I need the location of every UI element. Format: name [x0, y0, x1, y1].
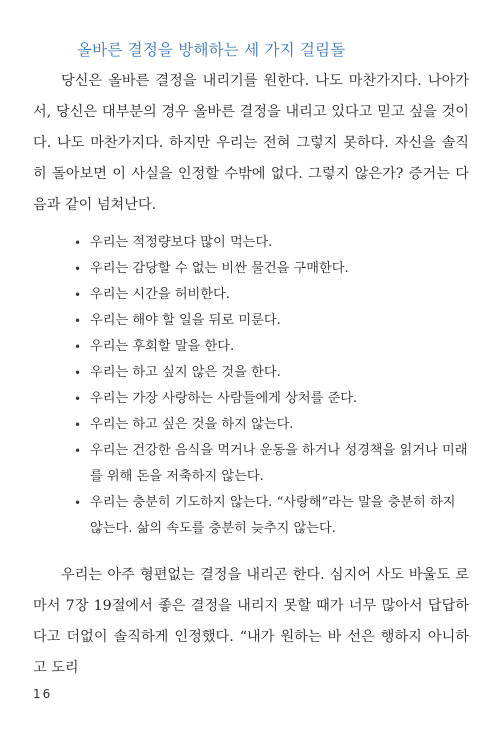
bullet-item: • 우리는 적정량보다 많이 먹는다. [72, 230, 472, 256]
page-number: 16 [33, 687, 53, 701]
bullet-item: • 우리는 후회할 말을 한다. [72, 334, 472, 360]
bullet-item: • 우리는 하고 싶지 않은 것을 한다. [72, 360, 472, 386]
bullet-item: • 우리는 감당할 수 없는 비싼 물건을 구매한다. [72, 256, 472, 282]
bullet-item: • 우리는 시간을 허비한다. [72, 282, 472, 308]
bullet-item: • 우리는 해야 할 일을 뒤로 미룬다. [72, 308, 472, 334]
bullet-item: • 우리는 가장 사랑하는 사람들에게 상처를 준다. [72, 386, 472, 412]
bullet-item: • 우리는 건강한 음식을 먹거나 운동을 하거나 성경책을 읽거나 미래를 위해 돈을 저축하지 않는다. [72, 438, 472, 490]
intro-paragraph: 당신은 올바른 결정을 내리기를 원한다. 나도 마찬가지다. 나아가서, 당신은 대부분의 경우 올바른 결정을 내리고 있다고 믿고 싶을 것이다. 나도 마찬가지다. 하지만 우리는 전혀 그렇지 못하다. 자신을 솔직히 돌아보면 이 사실을 인정할 수밖에 없다. 그렇지 않은가? 증거는 다음과 같이 넘쳐난다. [33, 73, 469, 213]
section-heading: 올바른 결정을 방해하는 세 가지 걸림돌 [77, 41, 346, 59]
closing-paragraph: 우리는 아주 형편없는 결정을 내리곤 한다. 심지어 사도 바울도 로마서 7장 19절에서 좋은 결정을 내리지 못할 때가 너무 많아서 답답하다고 더없이 솔직하게 인정했다. “내가 원하는 바 선은 행하지 아니하고 도리 [33, 567, 469, 676]
bullet-item: • 우리는 충분히 기도하지 않는다. “사랑해”라는 말을 충분히 하지 않는다. 삶의 속도를 충분히 늦추지 않는다. [72, 490, 472, 542]
bullet-item: • 우리는 하고 싶은 것을 하지 않는다. [72, 412, 472, 438]
bullet-list [72, 230, 472, 542]
